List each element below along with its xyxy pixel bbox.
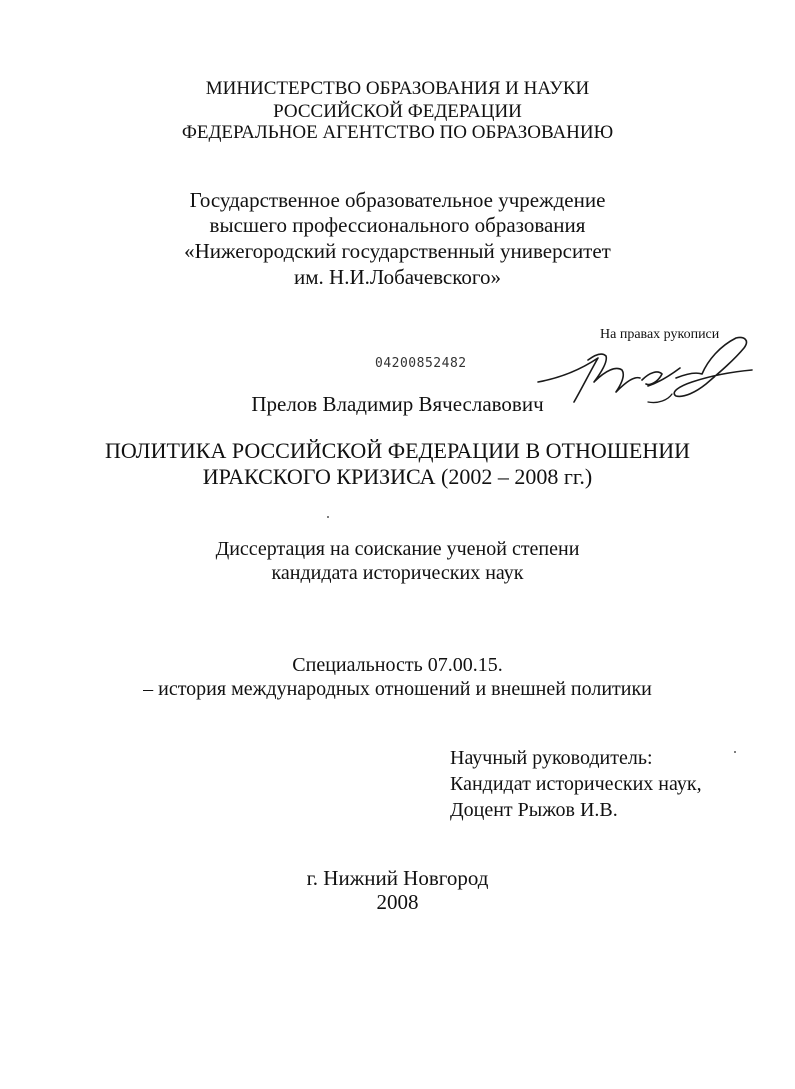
city: г. Нижний Новгород <box>306 866 489 890</box>
supervisor-heading: Научный руководитель: <box>450 747 653 769</box>
specialty-description: – история международных отношений и внешней политики <box>143 678 652 700</box>
dissertation-line-2: кандидата исторических наук <box>271 562 524 584</box>
year: 2008 <box>376 890 419 914</box>
institution-line-2: высшего профессионального образования <box>209 213 586 237</box>
institution-line-4: им. Н.И.Лобачевского» <box>294 265 501 289</box>
registration-number: 04200852482 <box>375 356 467 371</box>
manuscript-rights-note: На правах рукописи <box>600 327 720 342</box>
thesis-title-line-2: ИРАКСКОГО КРИЗИСА (2002 – 2008 гг.) <box>202 464 593 489</box>
institution-line-3: «Нижегородский государственный университет <box>184 239 611 263</box>
scan-speck <box>327 516 329 518</box>
supervisor-name: Доцент Рыжов И.В. <box>450 799 618 821</box>
ministry-line-3: ФЕДЕРАЛЬНОЕ АГЕНТСТВО ПО ОБРАЗОВАНИЮ <box>181 122 614 143</box>
ministry-line-2: РОССИЙСКОЙ ФЕДЕРАЦИИ <box>273 101 522 122</box>
thesis-title-line-1: ПОЛИТИКА РОССИЙСКОЙ ФЕДЕРАЦИИ В ОТНОШЕНИИ <box>104 438 691 463</box>
specialty-code: Специальность 07.00.15. <box>292 654 503 676</box>
scan-speck <box>734 751 736 753</box>
institution-line-1: Государственное образовательное учреждение <box>189 188 606 212</box>
supervisor-degree: Кандидат исторических наук, <box>450 773 702 795</box>
author-name: Прелов Владимир Вячеславович <box>251 392 544 416</box>
dissertation-line-1: Диссертация на соискание ученой степени <box>215 538 580 560</box>
ministry-line-1: МИНИСТЕРСТВО ОБРАЗОВАНИЯ И НАУКИ <box>205 78 590 99</box>
